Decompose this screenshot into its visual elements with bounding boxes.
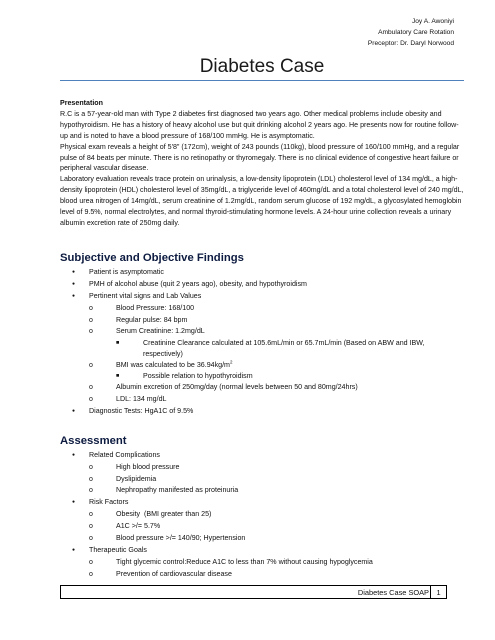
list-item: o Prevention of cardiovascular disease [89, 569, 464, 581]
document-body [60, 98, 464, 581]
bmi-sublist [116, 371, 464, 382]
list-item: o Dyslipidemia [89, 474, 464, 486]
list-item: o Regular pulse: 84 bpm [89, 315, 464, 327]
findings-list [60, 267, 464, 418]
presentation-paragraph: Physical exam reveals a height of 5'8" (172cm), weight of 243 pounds (110kg), blood pressure of 160/100 mmHg, and a regular pulse of 84 beats per minute. There is no retinopathy or thyromegaly. There is no clinical evidence of congestive heart failure or peripheral vascular disease. [60, 142, 460, 173]
list-item: ● Diagnostic Tests: HgA1C of 9.5% [60, 406, 464, 418]
assessment-section [60, 434, 464, 581]
creatinine-sublist [116, 338, 464, 359]
vitals-sublist [89, 303, 464, 406]
list-item: ■ Possible relation to hypothyroidism [116, 371, 464, 382]
page-title: Diabetes Case [199, 56, 325, 77]
list-item: ● Related Complications o High blood pressure o Dyslipidemia o Nephropathy manifested as proteinuria [60, 450, 464, 498]
page-number: 1 [436, 588, 441, 597]
presentation-section [60, 98, 464, 229]
list-item: o Serum Creatinine: 1.2mg/dL ■ Creatinine Clearance calculated at 105.6mL/min or 65.7mL/min (Based on ABW and IBW, respectively) [89, 326, 464, 359]
presentation-paragraph: R.C is a 57-year-old man with Type 2 diabetes first diagnosed two years ago. Other medical problems include obesity and hypothyroidism. He has a history of heavy alcohol use but quit drinking alcohol 2 years ago. He presents now for routine follow-up and is noted to have a blood pressure of 168/100 mmHg. He is asymptomatic. [60, 109, 459, 140]
list-item: ● Patient is asymptomatic [60, 267, 464, 279]
findings-section [60, 251, 464, 418]
complications-sublist [89, 462, 464, 498]
list-item: o Tight glycemic control:Reduce A1C to less than 7% without causing hypoglycemia [89, 557, 464, 569]
page-footer [60, 585, 447, 599]
assessment-heading: Assessment [60, 434, 127, 447]
presentation-heading: Presentation [60, 99, 103, 107]
list-item: o Albumin excretion of 250mg/day (normal levels between 50 and 80mg/24hrs) [89, 382, 464, 394]
title-divider [60, 80, 464, 81]
page-header [368, 16, 454, 49]
list-item: ● Risk Factors o Obesity (BMI greater than 25) o A1C >/= 5.7% o Blood pressure >/= 140/90; Hypertension [60, 497, 464, 545]
risk-factors-sublist [89, 509, 464, 545]
list-item: o Nephropathy manifested as proteinuria [89, 485, 464, 497]
presentation-paragraph: Laboratory evaluation reveals trace protein on urinalysis, a low-density lipoprotein (LDL) cholesterol level of 134 mg/dL, a high-density lipoprotein (HDL) cholesterol level of 35mg/dL, a triglyceride level of 460mg/dL and a total cholesterol level of 240 mg/dL, blood urea nitrogen of 14mg/dL, serum creatinine of 1.2mg/dL, random serum glucose of 192 mg/dL, a glycosylated hemoglobin level of 9.5%, normal electrolytes, and normal thyroid-stimulating hormone levels. A 24-hour urine collection reveals a urinary albumin excretion rate of 250mg daily. [60, 175, 464, 227]
preceptor-name: Preceptor: Dr. Daryl Norwood [367, 40, 454, 47]
therapeutic-goals-sublist [89, 557, 464, 581]
list-item: ● Therapeutic Goals o Tight glycemic control:Reduce A1C to less than 7% without causing hypoglycemia o Prevention of cardiovascular disease [60, 545, 464, 581]
footer-label: Diabetes Case SOAP [357, 588, 429, 597]
list-item: o Obesity (BMI greater than 25) [89, 509, 464, 521]
assessment-list [60, 450, 464, 581]
rotation-name: Ambulatory Care Rotation [378, 29, 454, 36]
list-item: o Blood pressure >/= 140/90; Hypertension [89, 533, 464, 545]
list-item: ● PMH of alcohol abuse (quit 2 years ago), obesity, and hypothyroidism [60, 279, 464, 291]
list-item: o LDL: 134 mg/dL [89, 394, 464, 406]
list-item: o High blood pressure [89, 462, 464, 474]
list-item: ■ Creatinine Clearance calculated at 105.6mL/min or 65.7mL/min (Based on ABW and IBW, respectively) [116, 338, 464, 359]
findings-heading: Subjective and Objective Findings [60, 251, 244, 264]
list-item: o Blood Pressure: 168/100 [89, 303, 464, 315]
list-item: o BMI was calculated to be $36.94kg/m^2$ ■ Possible relation to hypothyroidism [89, 360, 464, 383]
list-item: ● Pertinent vital signs and Lab Values o Blood Pressure: 168/100 o Regular pulse: 84 bpm o Serum Creatinine: 1.2mg/dL ■ Creatinine Clearance calculated at 105.6mL/min or 65.7mL/min (Based on ABW and IBW, respectively) o BMI was calculated to be $36.94kg/m^2$ ■ Possible relation to hypothyroidism o Albumin excretion of 250mg/day (normal levels between 50 and 80mg/24hrs) o LDL: 134 mg/dL [60, 291, 464, 406]
author-name: Joy A. Awoniyi [411, 18, 454, 25]
list-item: o A1C >/= 5.7% [89, 521, 464, 533]
